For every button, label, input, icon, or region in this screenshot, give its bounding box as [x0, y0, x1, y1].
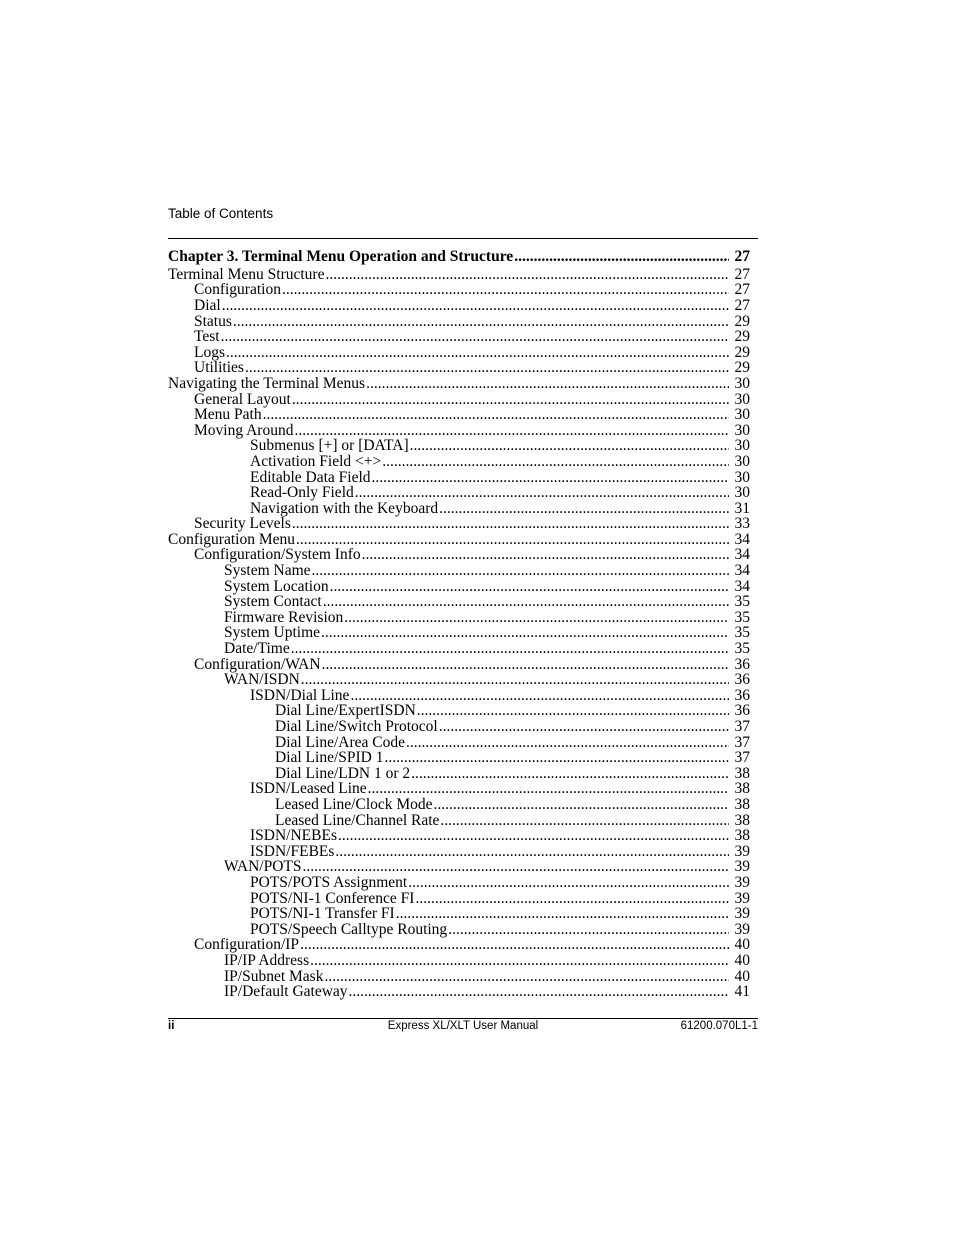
toc-entry-title: IP/Default Gateway — [224, 983, 348, 1001]
toc-dot-leader — [372, 470, 729, 486]
toc-entry-page: 35 — [734, 640, 750, 658]
toc-entry-page: 36 — [734, 686, 750, 704]
toc-dot-leader — [222, 298, 729, 314]
toc-entry[interactable] — [168, 345, 750, 361]
toc-dot-leader — [344, 610, 729, 626]
toc-dot-leader — [292, 516, 729, 532]
toc-entry-title: Submenus [+] or [DATA] — [250, 437, 409, 455]
toc-dot-leader — [296, 532, 729, 548]
toc-entry-title: Dial Line/LDN 1 or 2 — [275, 764, 411, 782]
toc-entry[interactable] — [168, 392, 750, 408]
toc-dot-leader — [439, 719, 729, 735]
toc-entry[interactable] — [168, 485, 750, 501]
toc-dot-leader — [310, 953, 729, 969]
toc-dot-leader — [324, 969, 729, 985]
toc-entry-page: 35 — [734, 608, 750, 626]
toc-entry-page: 34 — [734, 546, 750, 564]
toc-dot-leader — [448, 922, 729, 938]
toc-entry-title: ISDN/NEBEs — [250, 827, 337, 845]
toc-entry[interactable] — [168, 953, 750, 969]
toc-entry-page: 37 — [734, 749, 750, 767]
toc-entry-page: 40 — [734, 967, 750, 985]
toc-entry-title: IP/Subnet Mask — [224, 967, 324, 985]
toc-dot-leader — [415, 891, 729, 907]
toc-dot-leader — [303, 859, 729, 875]
toc-dot-leader — [245, 360, 729, 376]
toc-entry[interactable] — [168, 298, 750, 314]
toc-entry-page: 30 — [734, 406, 750, 424]
toc-entry-title: System Location — [224, 577, 329, 595]
toc-entry-page: 38 — [734, 780, 750, 798]
toc-entry[interactable] — [168, 969, 750, 985]
toc-dot-leader — [349, 984, 729, 1000]
toc-entry[interactable] — [168, 314, 750, 330]
toc-entry[interactable] — [168, 407, 750, 423]
toc-dot-leader — [411, 766, 729, 782]
toc-entry-page: 30 — [734, 468, 750, 486]
toc-dot-leader — [410, 438, 729, 454]
toc-dot-leader — [292, 392, 729, 408]
toc-entry-title: Dial Line/Switch Protocol — [275, 718, 438, 736]
toc-dot-leader — [323, 594, 729, 610]
toc-entry[interactable] — [168, 906, 750, 922]
toc-dot-leader — [355, 485, 729, 501]
toc-entry-page: 37 — [734, 733, 750, 751]
toc-entry-title: POTS/NI-1 Transfer FI — [250, 905, 395, 923]
footer-rule — [168, 1018, 758, 1019]
toc-entry-title: Read-Only Field — [250, 484, 354, 502]
toc-entry[interactable] — [168, 563, 750, 579]
toc-dot-leader — [263, 407, 729, 423]
toc-entry-page: 29 — [734, 359, 750, 377]
page-footer — [168, 1020, 758, 1036]
toc-entry[interactable] — [168, 875, 750, 891]
toc-entry-page: 35 — [734, 593, 750, 611]
toc-entry[interactable] — [168, 984, 750, 1000]
toc-entry-title: Menu Path — [194, 406, 262, 424]
toc-entry-page: 30 — [734, 390, 750, 408]
toc-entry-page: 30 — [734, 484, 750, 502]
toc-entry[interactable] — [168, 703, 750, 719]
toc-entry[interactable] — [168, 828, 750, 844]
toc-entry-title: ISDN/FEBEs — [250, 842, 335, 860]
toc-entry-page: 30 — [734, 437, 750, 455]
toc-dot-leader — [294, 423, 729, 439]
toc-entry-title: POTS/Speech Calltype Routing — [250, 920, 448, 938]
toc-entry-title: Configuration/System Info — [194, 546, 361, 564]
toc-entry[interactable] — [168, 797, 750, 813]
toc-entry[interactable] — [168, 329, 750, 345]
toc-entry-page: 27 — [734, 248, 750, 265]
toc-entry-title: Firmware Revision — [224, 608, 344, 626]
toc-entry-title: IP/IP Address — [224, 951, 310, 969]
toc-entry-page: 41 — [734, 983, 750, 1001]
toc-entry-page: 33 — [734, 515, 750, 533]
toc-entry-page: 27 — [734, 296, 750, 314]
toc-entry-title: System Contact — [224, 593, 322, 611]
toc-entry-page: 38 — [734, 795, 750, 813]
toc-dot-leader — [434, 797, 729, 813]
footer-page-number: ii — [168, 1020, 175, 1032]
toc-entry-title: Logs — [194, 343, 225, 361]
toc-entry-title: Dial Line/ExpertISDN — [275, 702, 416, 720]
toc-entry-page: 30 — [734, 421, 750, 439]
toc-entry[interactable] — [168, 672, 750, 688]
toc-entry-title: Configuration Menu — [168, 530, 295, 548]
toc-entry-title: Utilities — [194, 359, 244, 377]
toc-entry-title: Configuration/WAN — [194, 655, 321, 673]
toc-entry-title: System Uptime — [224, 624, 321, 642]
toc-entry[interactable] — [168, 750, 750, 766]
toc-entry-title: Dial — [194, 296, 221, 314]
toc-entry-title: ISDN/Leased Line — [250, 780, 367, 798]
toc-entry[interactable] — [168, 859, 750, 875]
toc-entry-page: 38 — [734, 827, 750, 845]
toc-entry-title: Leased Line/Channel Rate — [275, 811, 440, 829]
toc-dot-leader — [321, 625, 729, 641]
toc-entry-page: 39 — [734, 920, 750, 938]
toc-entry-title: Configuration — [194, 281, 281, 299]
toc-entry[interactable] — [168, 688, 750, 704]
toc-entry-page: 40 — [734, 936, 750, 954]
toc-entry-page: 37 — [734, 718, 750, 736]
running-header: Table of Contents — [168, 206, 274, 221]
toc-entry-page: 39 — [734, 905, 750, 923]
toc-entry-title: Editable Data Field — [250, 468, 371, 486]
toc-entry[interactable] — [168, 937, 750, 953]
toc-entry-title: WAN/POTS — [224, 858, 302, 876]
toc-entry[interactable] — [168, 719, 750, 735]
toc-entry[interactable] — [168, 423, 750, 439]
toc-dot-leader — [368, 781, 729, 797]
table-of-contents — [168, 248, 750, 1000]
toc-entry-page: 27 — [734, 281, 750, 299]
toc-entry-page: 30 — [734, 452, 750, 470]
toc-entry[interactable] — [168, 501, 750, 517]
toc-entry-page: 39 — [734, 842, 750, 860]
toc-dot-leader — [417, 703, 729, 719]
toc-entry-title: Navigating the Terminal Menus — [168, 374, 366, 392]
toc-dot-leader — [385, 750, 730, 766]
toc-entry-title: Dial Line/SPID 1 — [275, 749, 384, 767]
toc-dot-leader — [514, 248, 729, 266]
toc-entry-page: 38 — [734, 811, 750, 829]
toc-entry[interactable] — [168, 470, 750, 486]
toc-entry-page: 29 — [734, 312, 750, 330]
toc-entry-title: Navigation with the Keyboard — [250, 499, 439, 517]
toc-dot-leader — [362, 547, 729, 563]
toc-entry[interactable] — [168, 360, 750, 376]
toc-entry-page: 34 — [734, 530, 750, 548]
toc-entry[interactable] — [168, 891, 750, 907]
toc-dot-leader — [325, 267, 729, 283]
toc-entry-page: 31 — [734, 499, 750, 517]
toc-entry-page: 39 — [734, 889, 750, 907]
toc-entry[interactable] — [168, 516, 750, 532]
toc-entry-page: 36 — [734, 702, 750, 720]
toc-entry[interactable] — [168, 579, 750, 595]
toc-entry-title: POTS/NI-1 Conference FI — [250, 889, 415, 907]
toc-chapter-entry[interactable] — [168, 248, 750, 266]
toc-entry[interactable] — [168, 781, 750, 797]
footer-document-number: 61200.070L1-1 — [680, 1020, 758, 1032]
toc-dot-leader — [440, 813, 729, 829]
toc-entry[interactable] — [168, 376, 750, 392]
toc-entry-title: Test — [194, 328, 220, 346]
toc-dot-leader — [330, 579, 729, 595]
toc-dot-leader — [282, 282, 729, 298]
toc-entry-page: 29 — [734, 343, 750, 361]
toc-entry[interactable] — [168, 922, 750, 938]
toc-entry-title: Terminal Menu Structure — [168, 265, 325, 283]
toc-entry-page: 39 — [734, 858, 750, 876]
toc-dot-leader — [350, 688, 729, 704]
toc-dot-leader — [406, 735, 729, 751]
toc-entry-title: Date/Time — [224, 640, 290, 658]
toc-entry-page: 35 — [734, 624, 750, 642]
toc-entry[interactable] — [168, 282, 750, 298]
toc-dot-leader — [338, 828, 729, 844]
toc-entry[interactable] — [168, 454, 750, 470]
toc-entry-page: 29 — [734, 328, 750, 346]
toc-dot-leader — [291, 641, 729, 657]
toc-entry[interactable] — [168, 594, 750, 610]
toc-entry[interactable] — [168, 844, 750, 860]
toc-dot-leader — [312, 563, 729, 579]
toc-entry-title: WAN/ISDN — [224, 671, 300, 689]
toc-dot-leader — [335, 844, 729, 860]
header-rule — [168, 238, 758, 239]
toc-entry[interactable] — [168, 641, 750, 657]
toc-entry-title: POTS/POTS Assignment — [250, 873, 408, 891]
toc-entry-title: Status — [194, 312, 232, 330]
toc-entry[interactable] — [168, 610, 750, 626]
toc-entry-page: 30 — [734, 374, 750, 392]
toc-dot-leader — [366, 376, 729, 392]
toc-entry[interactable] — [168, 625, 750, 641]
toc-dot-leader — [396, 906, 729, 922]
toc-entry-title: ISDN/Dial Line — [250, 686, 350, 704]
toc-entry-title: System Name — [224, 562, 311, 580]
toc-dot-leader — [301, 672, 729, 688]
toc-dot-leader — [439, 501, 729, 517]
toc-entry[interactable] — [168, 547, 750, 563]
toc-dot-leader — [221, 329, 729, 345]
toc-entry-page: 27 — [734, 265, 750, 283]
toc-entry[interactable] — [168, 438, 750, 454]
toc-entry-title: Configuration/IP — [194, 936, 300, 954]
toc-entry-title: Dial Line/Area Code — [275, 733, 405, 751]
toc-dot-leader — [233, 314, 729, 330]
toc-entry-title: Activation Field <+> — [250, 452, 382, 470]
toc-entry-title: Moving Around — [194, 421, 294, 439]
toc-entry-page: 34 — [734, 562, 750, 580]
toc-dot-leader — [300, 937, 729, 953]
toc-entry[interactable] — [168, 267, 750, 283]
footer-manual-title: Express XL/XLT User Manual — [387, 1020, 539, 1032]
toc-dot-leader — [322, 657, 729, 673]
toc-dot-leader — [408, 875, 729, 891]
toc-entry[interactable] — [168, 532, 750, 548]
toc-entry-page: 36 — [734, 655, 750, 673]
toc-entry[interactable] — [168, 657, 750, 673]
toc-dot-leader — [226, 345, 729, 361]
toc-entry-title: General Layout — [194, 390, 291, 408]
toc-entry-title: Security Levels — [194, 515, 291, 533]
toc-dot-leader — [382, 454, 729, 470]
toc-entry-page: 40 — [734, 951, 750, 969]
toc-entry-page: 34 — [734, 577, 750, 595]
toc-entry-page: 39 — [734, 873, 750, 891]
toc-entry[interactable] — [168, 735, 750, 751]
toc-entry-title: Leased Line/Clock Mode — [275, 795, 433, 813]
toc-entry-title: Chapter 3. Terminal Menu Operation and Structure — [168, 248, 514, 265]
toc-entry[interactable] — [168, 766, 750, 782]
toc-entry[interactable] — [168, 813, 750, 829]
toc-entry-page: 36 — [734, 671, 750, 689]
toc-entry-page: 38 — [734, 764, 750, 782]
